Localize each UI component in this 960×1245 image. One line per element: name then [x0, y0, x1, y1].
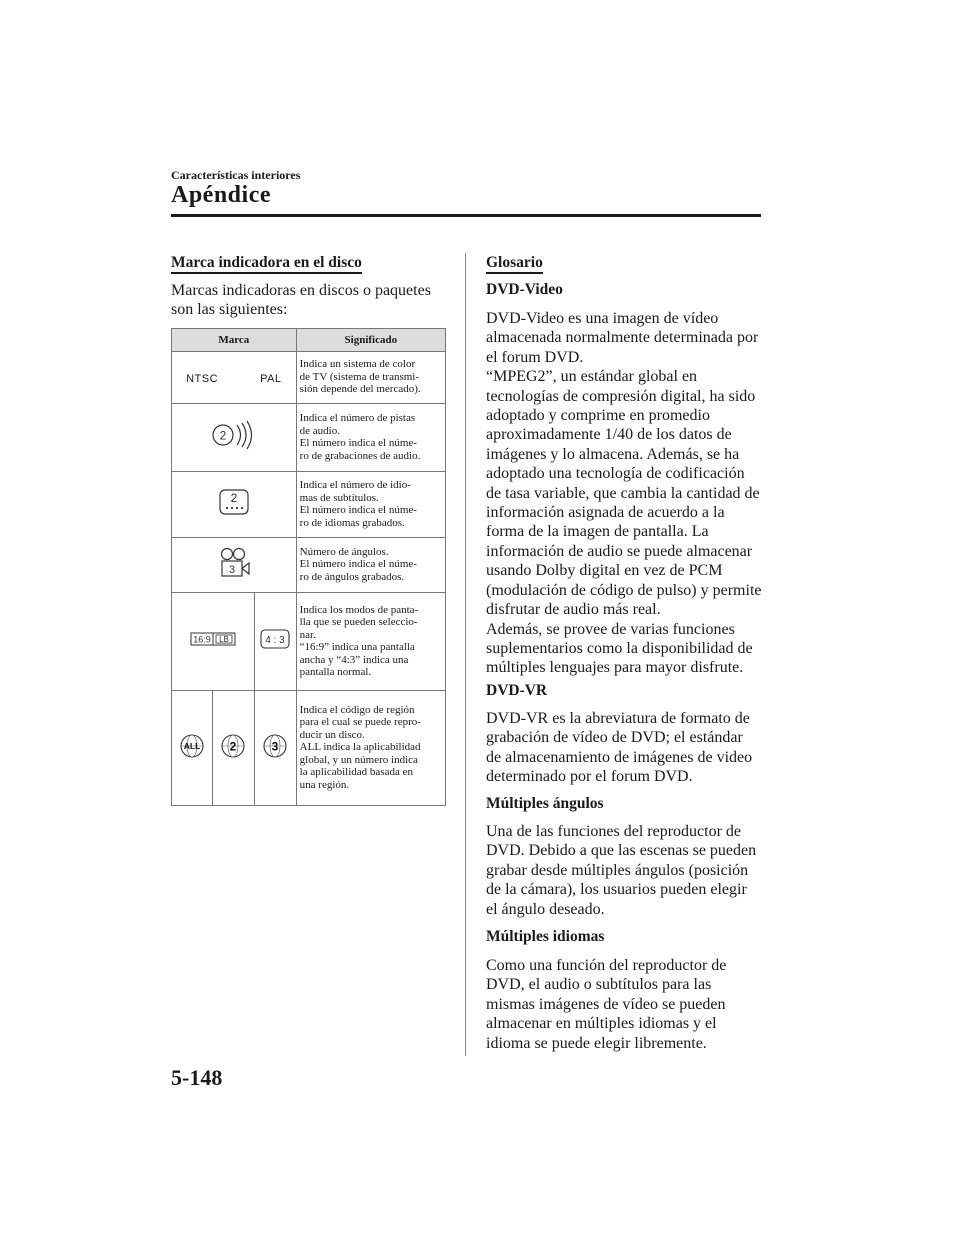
- wide-label: 16:9: [193, 634, 211, 645]
- desc-line: El número indica el núme-: [299, 504, 417, 516]
- text-line: el ángulo deseado.: [486, 900, 605, 918]
- text-line: mismas imágenes de vídeo se pueden: [486, 995, 726, 1013]
- desc-line: “16:9” indica una pantalla: [299, 641, 415, 653]
- desc-line: ducir un disco.: [299, 728, 365, 741]
- table-cell-desc: [296, 538, 445, 593]
- desc-line: Indica el número de pistas: [299, 412, 416, 424]
- text-line: DVD-VR es la abreviatura de formato de: [486, 710, 750, 727]
- text-line: de la cámara), los usuarios pueden elegir: [486, 881, 747, 899]
- table-row: [172, 472, 446, 538]
- table-row: [172, 352, 446, 404]
- text-line: grabar desde múltiples ángulos (posición: [486, 861, 749, 879]
- text-line: aproximadamente 1/40 de los datos de: [486, 426, 732, 444]
- text-line: suplementarios como la disponibilidad de: [486, 639, 753, 657]
- normal-screen-mark-cell: [254, 593, 296, 691]
- text-line: Además, se provee de varias funciones: [486, 620, 735, 638]
- wide-screen-16-9-icon: [190, 631, 236, 647]
- definition-dvd-vr: [486, 709, 776, 787]
- table-row: [172, 691, 446, 806]
- term-dvd-video: DVD-Video: [486, 281, 563, 298]
- audio-tracks-icon: [209, 420, 259, 450]
- letterbox-label: LB: [218, 635, 229, 644]
- disc-marks-table: [171, 328, 446, 806]
- region-2-cell: [212, 691, 254, 806]
- text-line: múltiples lenguajes para mayor disfrute.: [486, 659, 744, 677]
- wide-screen-mark-cell: [172, 593, 255, 691]
- text-line: determinado por el forum DVD.: [486, 768, 693, 786]
- table-row: [172, 404, 446, 472]
- angle-number: 3: [228, 563, 235, 576]
- text-line: idioma se puede elegir libremente.: [486, 1034, 707, 1052]
- page-title: Apéndice: [171, 182, 271, 208]
- desc-line: de audio.: [299, 424, 340, 437]
- desc-line: lla que se pueden seleccio-: [299, 616, 418, 628]
- region-3-cell: [254, 691, 296, 806]
- desc-line: Indica el número de idio-: [299, 479, 411, 491]
- region-all-label: ALL: [183, 740, 201, 751]
- table-row: [172, 593, 446, 691]
- text-line: tecnologías de compresión digital, ha sido: [486, 387, 756, 405]
- text-line: información de audio se puede almacenar: [486, 542, 753, 560]
- text-line: grabación de vídeo de DVD; el estándar: [486, 729, 743, 747]
- table-cell-desc: [296, 691, 445, 806]
- term-dvd-vr: DVD-VR: [486, 682, 548, 699]
- text-line: de tasa variable, que cambia la cantidad de: [486, 484, 760, 502]
- text-line: DVD. Debido a que las escenas se pueden: [486, 842, 757, 860]
- desc-line: para el cual se puede repro-: [299, 716, 421, 729]
- definition-dvd-video: [486, 309, 776, 678]
- desc-line: El número indica el núme-: [299, 558, 417, 571]
- desc-line: de TV (sistema de transmi-: [299, 370, 420, 383]
- col-header-mark: Marca: [172, 329, 297, 352]
- text-line: Una de las funciones del reproductor de: [486, 823, 742, 840]
- table-cell-desc: [296, 593, 445, 691]
- desc-line: sión depende del mercado).: [299, 383, 421, 396]
- desc-line: ancha y “4:3” indica una: [299, 653, 409, 666]
- region-2-label: 2: [229, 739, 237, 753]
- title-rule: [171, 214, 761, 217]
- region-globe-all-icon: [179, 733, 205, 759]
- desc-line: pantalla normal.: [299, 666, 372, 678]
- ntsc-label: NTSC: [186, 372, 219, 385]
- section-label: Características interiores: [171, 168, 301, 182]
- audio-track-number: 2: [219, 428, 227, 443]
- desc-line: ro de idiomas grabados.: [299, 516, 405, 529]
- disc-marks-heading: Marca indicadora en el disco: [171, 254, 362, 274]
- right-heading-wrap: [486, 254, 543, 272]
- desc-line: ALL indica la aplicabilidad: [299, 741, 421, 754]
- intro-line: son las siguientes:: [171, 301, 288, 319]
- camera-angle-icon: [216, 546, 252, 580]
- subtitle-mark-cell: [172, 472, 297, 538]
- definition-multiple-angles: [486, 822, 776, 919]
- term-multiple-languages: Múltiples idiomas: [486, 928, 605, 945]
- disc-marks-intro: [171, 281, 461, 320]
- desc-line: El número indica el núme-: [299, 437, 417, 449]
- text-line: Como una función del reproductor de: [486, 957, 727, 974]
- text-line: usando Dolby digital en vez de PCM: [486, 562, 723, 580]
- audio-mark-cell: [172, 404, 297, 472]
- text-line: el forum DVD.: [486, 348, 584, 366]
- col-header-meaning: Significado: [296, 329, 445, 352]
- text-line: imágenes y lo almacena. Además, se ha: [486, 445, 740, 463]
- text-line: adoptado una tecnología de codificación: [486, 465, 745, 483]
- subtitle-number: 2: [230, 491, 238, 505]
- region-all-cell: [172, 691, 213, 806]
- angle-mark-cell: [172, 538, 297, 593]
- term-multiple-angles: Múltiples ángulos: [486, 795, 604, 812]
- desc-line: Indica el código de región: [299, 703, 415, 716]
- desc-line: una región.: [299, 778, 350, 791]
- text-line: información asignada de acuerdo a la: [486, 504, 725, 522]
- table-header-row: [172, 329, 446, 352]
- text-line: almacenada normalmente determinada por: [486, 329, 759, 347]
- desc-line: Número de ángulos.: [299, 545, 389, 558]
- region-3-label: 3: [271, 739, 279, 753]
- column-divider: [465, 253, 466, 1056]
- normal-screen-4-3-icon: [259, 627, 291, 651]
- table-cell-desc: [296, 404, 445, 472]
- region-globe-2-icon: [220, 733, 246, 759]
- table-cell-desc: [296, 472, 445, 538]
- table-row: [172, 538, 446, 593]
- tv-system-mark-cell: [172, 352, 297, 404]
- text-line: de almacenamiento de imágenes de video: [486, 748, 753, 766]
- text-line: DVD, el audio o subtítulos para las: [486, 976, 712, 994]
- desc-line: global, y un número indica: [299, 753, 418, 766]
- definition-multiple-languages: [486, 956, 776, 1053]
- left-heading-wrap: [171, 254, 362, 272]
- pal-label: PAL: [260, 372, 282, 385]
- desc-line: ro de ángulos grabados.: [299, 570, 405, 583]
- desc-line: mas de subtítulos.: [299, 491, 379, 504]
- desc-line: ro de grabaciones de audio.: [299, 449, 421, 462]
- text-line: almacenar en múltiples idiomas y el: [486, 1015, 717, 1033]
- subtitle-icon: [217, 487, 251, 517]
- intro-line: Marcas indicadoras en discos o paquetes: [171, 282, 431, 299]
- desc-line: Indica un sistema de color: [299, 358, 416, 371]
- text-line: “MPEG2”, un estándar global en: [486, 368, 698, 386]
- glossary-heading: Glosario: [486, 254, 543, 274]
- desc-line: la aplicabilidad basada en: [299, 766, 413, 779]
- text-line: (modulación de código de pulso) y permite: [486, 581, 762, 599]
- desc-line: Indica los modos de panta-: [299, 603, 419, 616]
- text-line: disfrutar de audio más real.: [486, 601, 661, 619]
- region-globe-3-icon: [262, 733, 288, 759]
- normal-label: 4 : 3: [265, 635, 285, 646]
- text-line: adoptado y comprime en promedio: [486, 407, 710, 425]
- desc-line: nar.: [299, 628, 316, 641]
- page-number: 5-148: [171, 1065, 223, 1090]
- table-cell-desc: [296, 352, 445, 404]
- text-line: forma de la imagen de pantalla. La: [486, 523, 709, 541]
- text-line: DVD-Video es una imagen de vídeo: [486, 310, 719, 327]
